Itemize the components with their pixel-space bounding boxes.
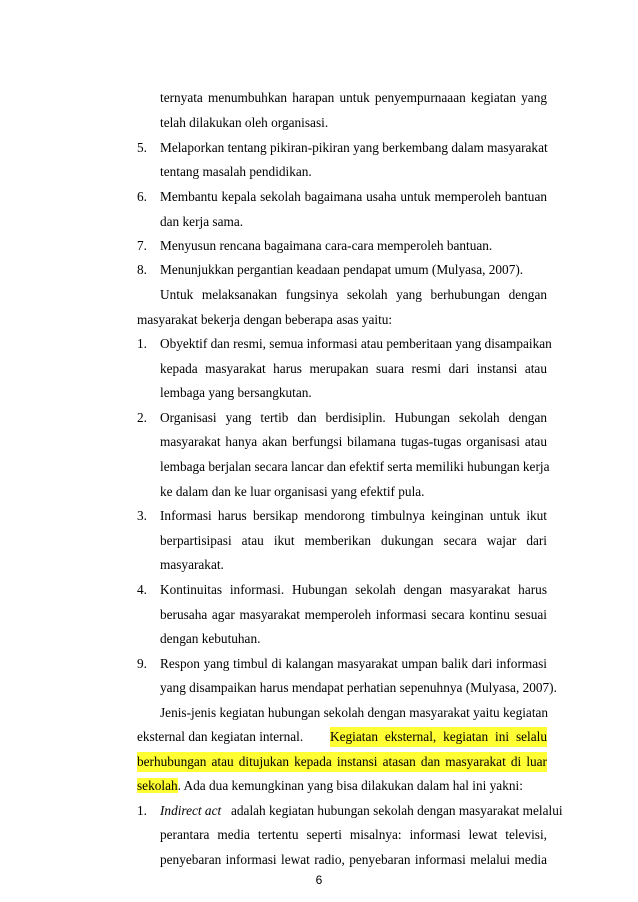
text-line: tentang masalah pendidikan. — [160, 164, 312, 179]
highlighted-text: Kegiatan eksternal, kegiatan ini selalu — [330, 727, 547, 747]
text-line-mixed — [137, 727, 547, 747]
text-line: yang disampaikan harus mendapat perhatian sepenuhnya (Mulyasa, 2007). — [160, 680, 557, 695]
list-number: 1. — [137, 336, 147, 351]
list-number: 3. — [137, 508, 147, 523]
list-number: 1. — [137, 803, 147, 818]
highlighted-text: berhubungan atau ditujukan kepada instansi atasan dan masyarakat di luar — [137, 752, 547, 772]
text-line: Untuk melaksanakan fungsinya sekolah yang berhubungan dengan — [160, 287, 547, 302]
text-line: lembaga yang bersangkutan. — [160, 385, 312, 400]
text-line: dengan kebutuhan. — [160, 631, 261, 646]
text-line: masyarakat hanya akan berfungsi bilamana tugas-tugas organisasi atau — [160, 434, 547, 449]
text-line: Informasi harus bersikap mendorong timbulnya keinginan untuk ikut — [160, 508, 547, 523]
text-line: Obyektif dan resmi, semua informasi atau pemberitaan yang disampaikan — [160, 336, 552, 351]
list-number: 9. — [137, 656, 147, 671]
list-number: 4. — [137, 582, 147, 597]
list-number: 7. — [137, 238, 147, 253]
page-number: 6 — [315, 873, 323, 887]
text-line: berpartisipasi atau ikut memberikan dukungan secara wajar dari — [160, 533, 547, 548]
text-line-mixed — [160, 801, 563, 821]
text-line: ke dalam dan ke luar organisasi yang efektif pula. — [160, 484, 425, 499]
list-number: 6. — [137, 189, 147, 204]
text-line: Melaporkan tentang pikiran-pikiran yang berkembang dalam masyarakat — [160, 140, 548, 155]
text-line: ternyata menumbuhkan harapan untuk penyempurnaaan kegiatan yang — [160, 90, 547, 105]
text-line: berusaha agar masyarakat memperoleh informasi secara kontinu sesuai — [160, 607, 547, 622]
text-line: kepada masyarakat harus merupakan suara resmi dari instansi atau — [160, 361, 547, 376]
text-line: Organisasi yang tertib dan berdisiplin. Hubungan sekolah dengan — [160, 410, 547, 425]
text-line: Jenis-jenis kegiatan hubungan sekolah dengan masyarakat yaitu kegiatan — [160, 705, 549, 720]
text-line: Menunjukkan pergantian keadaan pendapat umum (Mulyasa, 2007). — [160, 262, 524, 277]
text-line: Kontinuitas informasi. Hubungan sekolah dengan masyarakat harus — [160, 582, 547, 597]
text-line: penyebaran informasi lewat radio, penyebaran informasi melalui media — [160, 852, 547, 867]
list-number: 5. — [137, 140, 147, 155]
text-segment: . Ada dua kemungkinan yang bisa dilakukan dalam hal ini yakni: — [177, 778, 523, 793]
list-number: 8. — [137, 262, 147, 277]
text-line: lembaga berjalan secara lancar dan efektif serta memiliki hubungan kerja — [160, 459, 550, 474]
list-number: 2. — [137, 410, 147, 425]
text-line: perantara media tertentu seperti misalnya: informasi lewat televisi, — [160, 827, 547, 842]
text-line: Respon yang timbul di kalangan masyarakat umpan balik dari informasi — [160, 656, 547, 671]
text-line-mixed — [137, 776, 523, 796]
italic-term: Indirect act — [160, 803, 222, 818]
text-segment: eksternal dan kegiatan internal. — [137, 729, 304, 744]
text-line: masyarakat. — [160, 557, 224, 572]
text-line: telah dilakukan oleh organisasi. — [160, 115, 329, 130]
text-line: Membantu kepala sekolah bagaimana usaha untuk memperoleh bantuan — [160, 189, 547, 204]
highlighted-text: sekolah — [137, 778, 178, 793]
text-segment: adalah kegiatan hubungan sekolah dengan masyarakat melalui — [231, 803, 563, 818]
text-line: dan kerja sama. — [160, 214, 244, 229]
text-line: masyarakat bekerja dengan beberapa asas yaitu: — [137, 312, 393, 327]
text-line: Menyusun rencana bagaimana cara-cara memperoleh bantuan. — [160, 238, 493, 253]
